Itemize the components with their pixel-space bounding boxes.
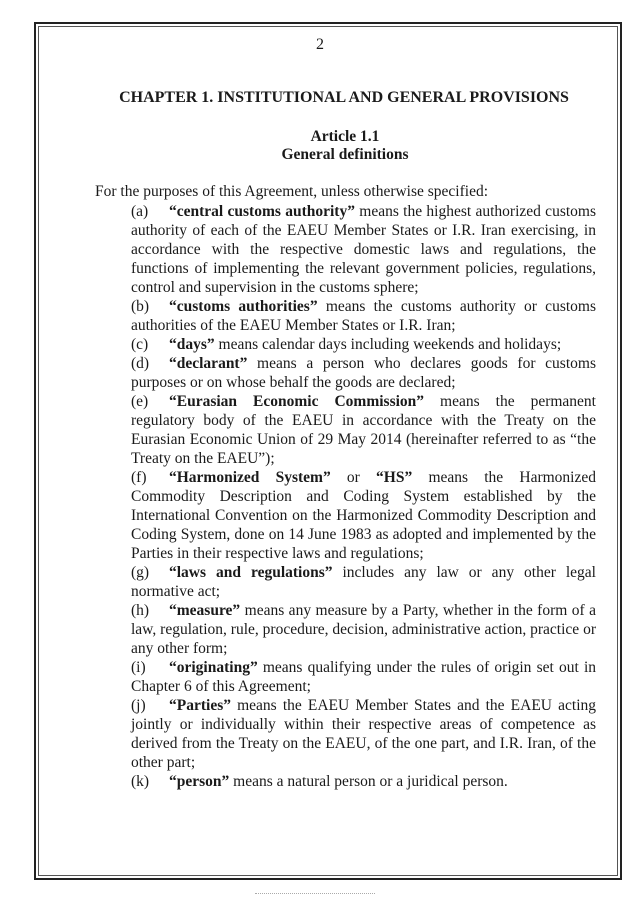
definition-text: means the highest authorized customs authority of each of the EAEU Member States or I.R. Iran exercising, in accordance with the respective domestic laws and regulations, the functions of implementing the relevant government policies, regulations, control and supervision in the customs sphere; — [131, 203, 596, 296]
definition-term: “person” — [169, 773, 230, 790]
definition-label: (d) — [131, 355, 150, 372]
definition-label: (e) — [131, 393, 149, 410]
definition-term: “declarant” — [169, 355, 248, 372]
chapter-title: CHAPTER 1. INSTITUTIONAL AND GENERAL PROVISIONS — [119, 89, 569, 106]
definition-term: “Parties” — [169, 697, 231, 714]
definition-label: (j) — [131, 697, 146, 714]
definition-label: (k) — [131, 773, 150, 790]
scan-artifact — [255, 893, 375, 895]
definition-item — [131, 696, 596, 772]
definition-item — [131, 658, 596, 696]
definition-text: means the permanent regulatory body of the EAEU in accordance with the Treaty on the Eurasian Economic Union of 29 May 2014 (hereinafter referred to as “the Treaty on the EAEU”); — [131, 393, 596, 467]
definition-text: means a person who declares goods for customs purposes or on whose behalf the goods are declared; — [131, 355, 596, 391]
definition-item — [131, 297, 596, 335]
definition-text: means a natural person or a juridical person. — [229, 773, 508, 790]
definition-term: “Harmonized System” — [169, 469, 331, 486]
definition-term: “originating” — [169, 659, 258, 676]
definitions-list — [131, 202, 596, 791]
definition-label: (c) — [131, 336, 149, 353]
definition-text: includes any law or any other legal normative act; — [131, 564, 596, 600]
definition-term: “central customs authority” — [169, 203, 355, 220]
definition-label: (h) — [131, 602, 150, 619]
definition-label: (a) — [131, 203, 149, 220]
definition-item — [131, 202, 596, 297]
definition-item — [131, 772, 596, 791]
definition-text: means the Harmonized Commodity Description and Coding System established by the International Convention on the Harmonized Commodity Description and Coding System, done on 14 June 1983 as adopted and implemented by the Parties in their respective laws and regulations; — [131, 469, 596, 562]
definition-item — [131, 392, 596, 468]
definition-item — [131, 335, 596, 354]
definition-label: (i) — [131, 659, 146, 676]
definition-connector: or — [330, 469, 377, 486]
definition-text: means qualifying under the rules of origin set out in Chapter 6 of this Agreement; — [131, 659, 596, 695]
article-number: Article 1.1 — [310, 128, 380, 145]
definition-term: “measure” — [169, 602, 241, 619]
definition-term-alt: “HS” — [376, 469, 413, 486]
definition-term: “days” — [169, 336, 215, 353]
definition-label: (g) — [131, 564, 150, 581]
definition-term: “customs authorities” — [169, 298, 318, 315]
definition-item — [131, 601, 596, 658]
definition-term: “Eurasian Economic Commission” — [169, 393, 425, 410]
definition-text: means the EAEU Member States and the EAEU acting jointly or individually within their respective areas of competence as derived from the Treaty on the EAEU, of the one part, and I.R. Iran, of the other part; — [131, 697, 596, 771]
definition-item — [131, 563, 596, 601]
intro-paragraph: For the purposes of this Agreement, unless otherwise specified: — [95, 183, 489, 200]
definition-label: (b) — [131, 298, 150, 315]
definition-term: “laws and regulations” — [169, 564, 333, 581]
definition-item — [131, 468, 596, 563]
article-title: General definitions — [281, 146, 409, 163]
definition-text: means any measure by a Party, whether in the form of a law, regulation, rule, procedure, decision, administrative action, practice or any other form; — [131, 602, 596, 657]
page-number: 2 — [316, 36, 324, 53]
definition-label: (f) — [131, 469, 147, 486]
definition-text: means calendar days including weekends and holidays; — [214, 336, 562, 353]
definition-text: means the customs authority or customs authorities of the EAEU Member States or I.R. Iran; — [131, 298, 596, 334]
definition-item — [131, 354, 596, 392]
